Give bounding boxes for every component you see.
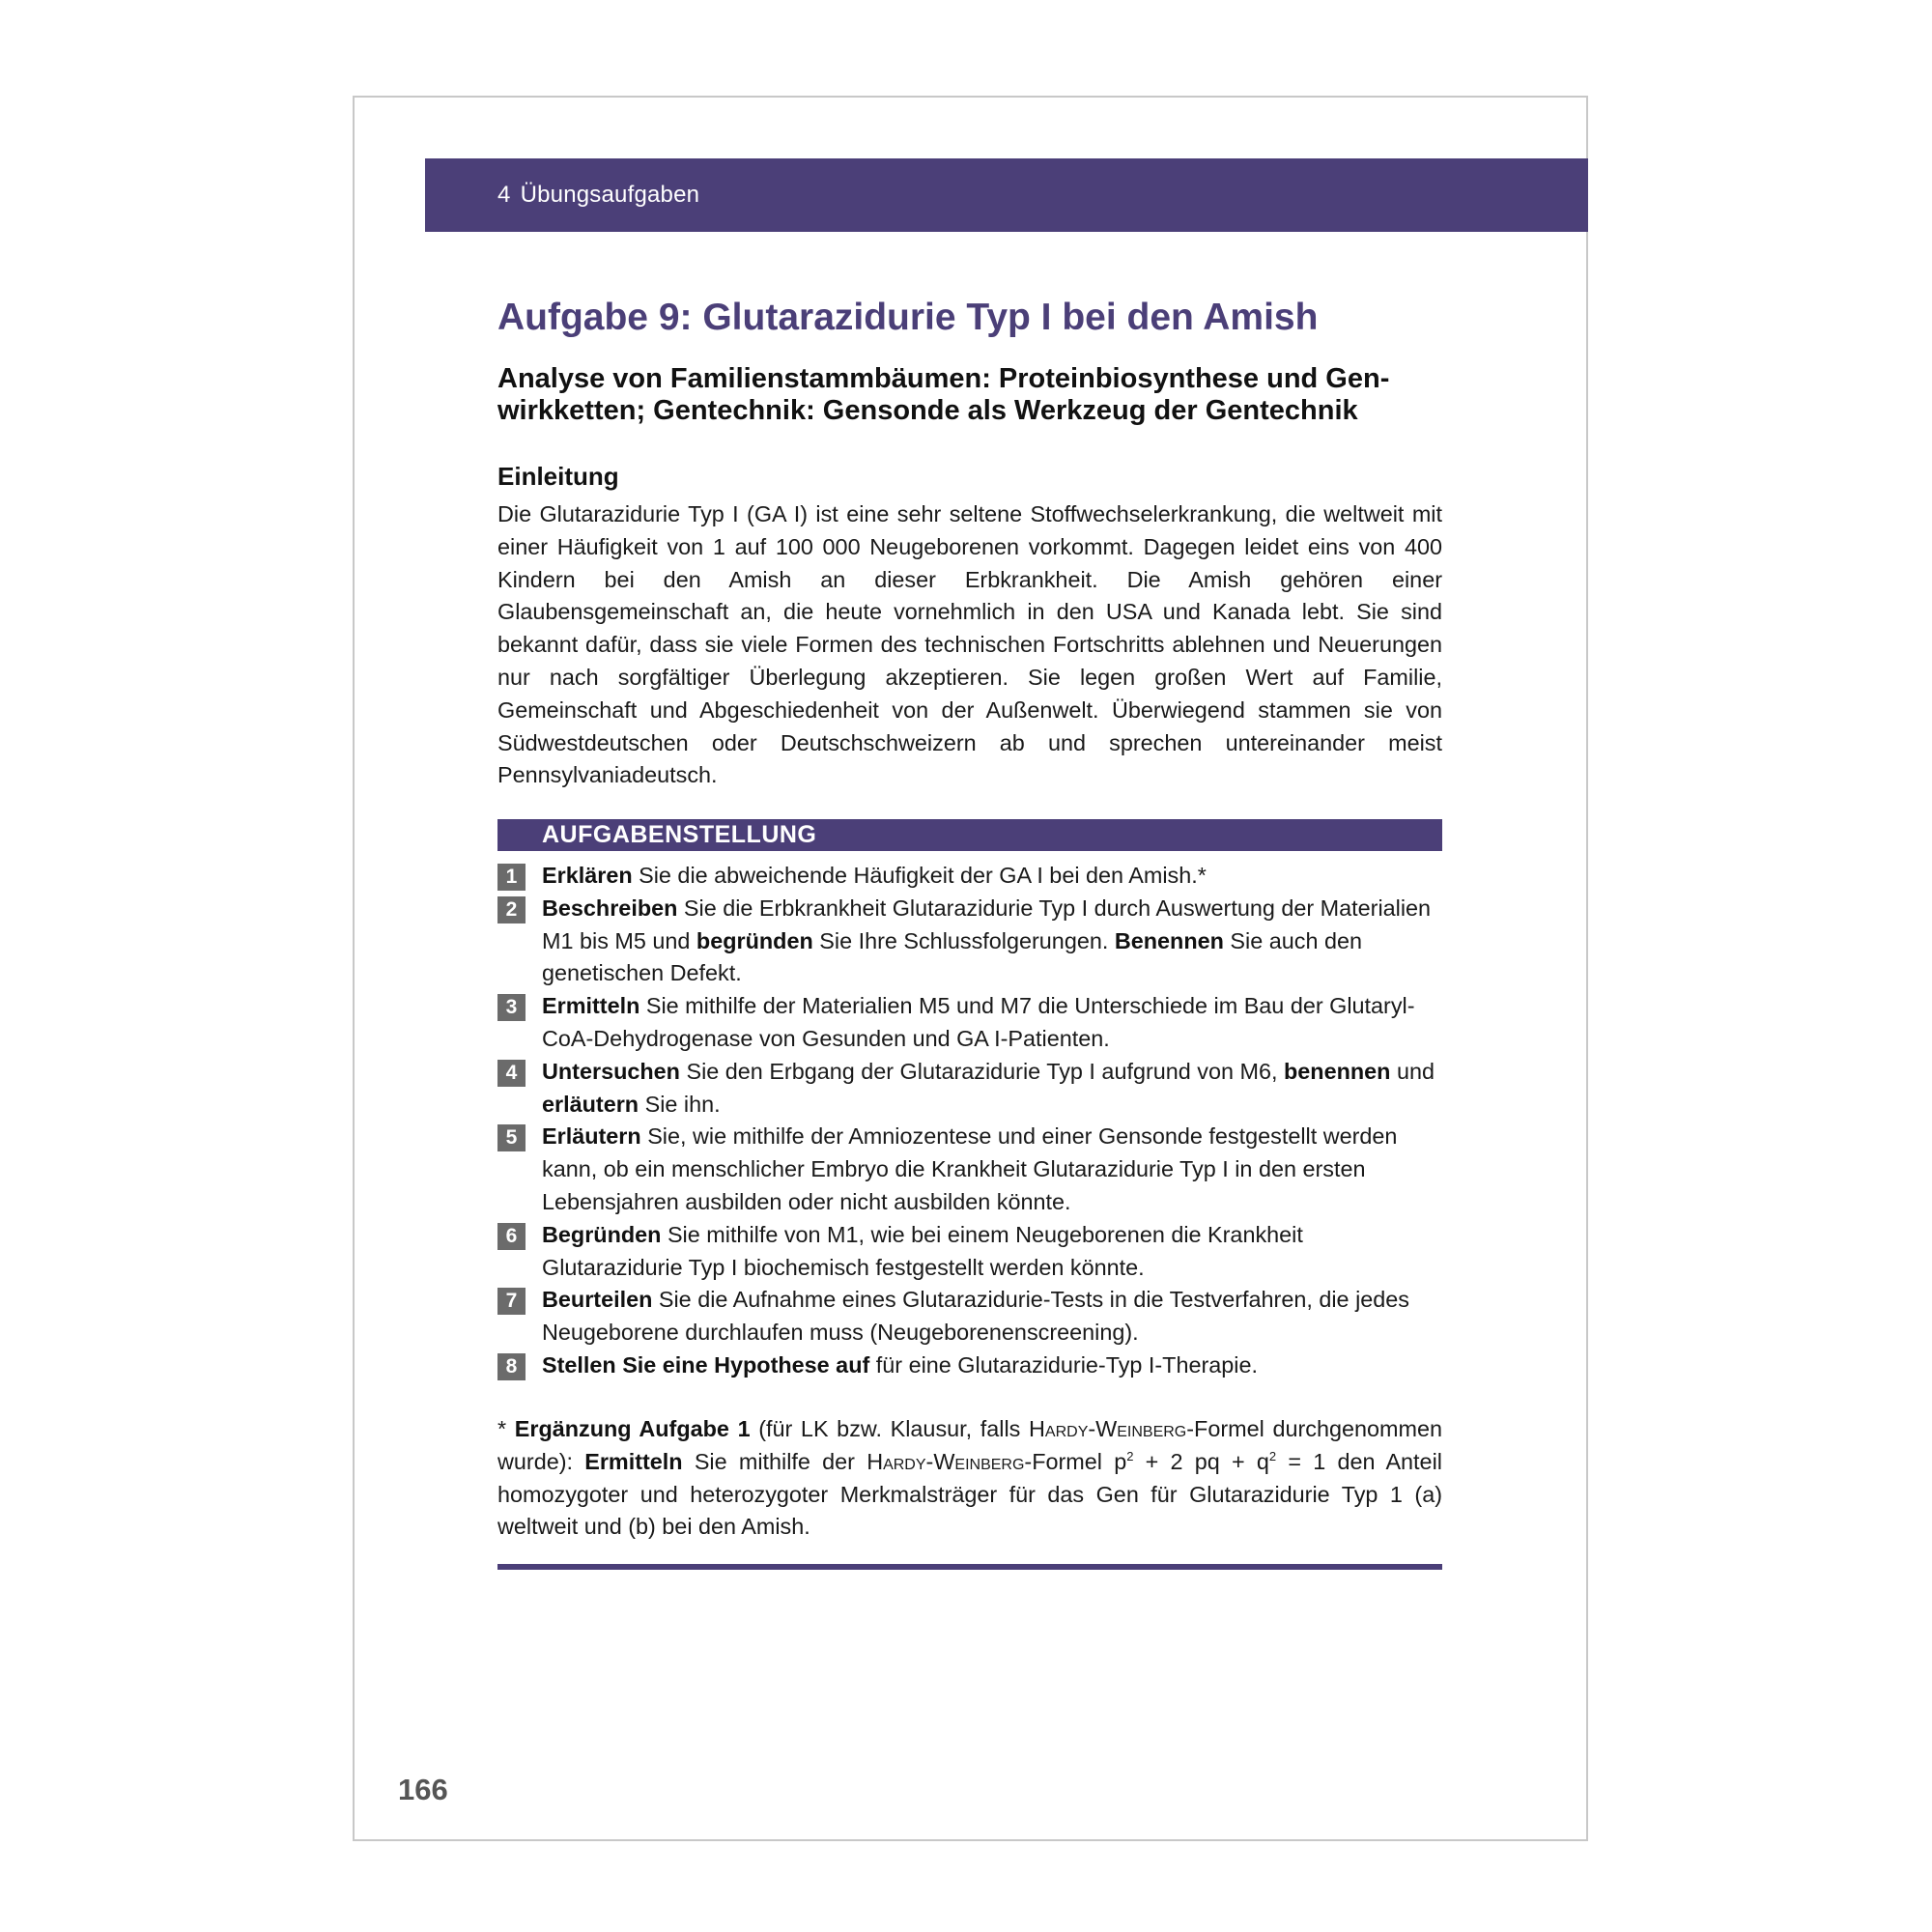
task-operator: Untersuchen bbox=[542, 1058, 680, 1084]
note-name-hardy-weinberg: Hardy-Weinberg bbox=[867, 1448, 1025, 1474]
task-text: Sie auch den genetischen Defekt. bbox=[542, 927, 1362, 986]
page-subtitle: Analyse von Familienstammbäumen: Proteinbiosynthese und Genwirkketten; Gentechnik: Gensonde als Werkzeug der Gentechnik bbox=[497, 363, 1390, 426]
task-operator: erläutern bbox=[542, 1091, 639, 1117]
chapter-number: 4 bbox=[497, 182, 511, 208]
page-number: 166 bbox=[398, 1773, 448, 1806]
note-star: * bbox=[497, 1416, 515, 1441]
task-item bbox=[497, 1219, 1442, 1285]
task-operator: Ermitteln bbox=[542, 993, 640, 1019]
task-item bbox=[497, 1350, 1442, 1382]
task-operator: begründen bbox=[696, 927, 813, 953]
task-item bbox=[497, 990, 1442, 1056]
task-item bbox=[497, 1284, 1442, 1350]
task-text: für eine Glutarazidurie-Typ I-Therapie. bbox=[869, 1351, 1258, 1378]
note-label-ermitteln: Ermitteln bbox=[584, 1448, 683, 1474]
page-title: Aufgabe 9: Glutarazidurie Typ I bei den Amish bbox=[497, 297, 1319, 338]
note-text: (für LK bzw. Klausur, falls bbox=[750, 1416, 1030, 1441]
task-text: Sie mithilfe von M1, wie bei einem Neugeborenen die Krankheit Glutarazidurie Typ I biochemisch festgestellt werden könnte. bbox=[542, 1221, 1303, 1280]
chapter-title: Übungsaufgaben bbox=[520, 182, 700, 208]
note-label-supplement: Ergänzung Aufgabe 1 bbox=[514, 1416, 751, 1441]
section-end-rule bbox=[497, 1564, 1442, 1570]
task-text: Sie ihn. bbox=[639, 1091, 721, 1117]
task-text: Sie den Erbgang der Glutarazidurie Typ I aufgrund von M6, bbox=[679, 1058, 1284, 1084]
task-item bbox=[497, 1056, 1442, 1122]
task-operator: Beurteilen bbox=[542, 1287, 653, 1313]
task-text: Sie mithilfe der Materialien M5 und M7 die Unterschiede im Bau der Glutaryl-CoA-Dehydrogenase von Gesunden und GA I-Patienten. bbox=[542, 993, 1415, 1051]
intro-heading: Einleitung bbox=[497, 462, 619, 491]
note-exponent: 2 bbox=[1126, 1448, 1134, 1463]
intro-paragraph: Die Glutarazidurie Typ I (GA I) ist eine sehr seltene Stoffwechselerkrankung, die weltweit mit einer Häufigkeit von 1 auf 100 000 Neugeborenen vorkommt. Dagegen leidet eins von 400 Kindern bei den Amish an dieser Erbkrankheit. Die Amish gehören einer Glaubensgemeinschaft an, die heute vornehmlich in den USA und Kanada lebt. Sie sind bekannt dafür, dass sie viele Formen des technischen Fortschritts ablehnen und Neuerungen nur nach sorgfältiger Überlegung akzeptieren. Sie legen großen Wert auf Familie, Gemeinschaft und Abgeschiedenheit von der Außenwelt. Überwiegend stammen sie von Südwestdeutschen oder Deutschschweizern ab und sprechen untereinander meist Pennsylvaniadeutsch. bbox=[497, 501, 1442, 788]
task-operator: Erläutern bbox=[542, 1123, 641, 1150]
task-list bbox=[497, 860, 1442, 1382]
task-operator: Begründen bbox=[542, 1221, 662, 1247]
task-number-badge: 5 bbox=[497, 1124, 526, 1151]
task-text: Sie, wie mithilfe der Amniozentese und einer Gensonde festgestellt werden kann, ob ein menschlicher Embryo die Krankheit Glutarazidurie Typ I in den ersten Lebensjahren ausbilden oder nicht ausbilden könnte. bbox=[542, 1123, 1398, 1214]
task-text: Sie Ihre Schlussfolgerungen. bbox=[812, 927, 1115, 953]
task-number-badge: 8 bbox=[497, 1353, 526, 1380]
chapter-header bbox=[497, 180, 699, 211]
task-item bbox=[497, 1121, 1442, 1218]
task-operator: Beschreiben bbox=[542, 895, 678, 921]
task-operator: Stellen Sie eine Hypothese auf bbox=[542, 1351, 870, 1378]
task-number-badge: 2 bbox=[497, 896, 526, 923]
task-item bbox=[497, 860, 1442, 893]
task-operator: Benennen bbox=[1114, 927, 1224, 953]
task-operator: benennen bbox=[1283, 1058, 1391, 1084]
note-text: -Formel durchgenommen wurde): bbox=[497, 1416, 1442, 1474]
note-text: + 2 pq + q bbox=[1133, 1448, 1269, 1474]
task-text: Sie die abweichende Häufigkeit der GA I bei den Amish.* bbox=[632, 863, 1207, 888]
task-item bbox=[497, 893, 1442, 990]
note-text: Sie mithilfe der bbox=[682, 1448, 867, 1474]
task-number-badge: 7 bbox=[497, 1288, 526, 1315]
note-exponent: 2 bbox=[1268, 1448, 1277, 1463]
task-heading: AUFGABENSTELLUNG bbox=[542, 821, 817, 848]
task-heading-bar bbox=[497, 819, 1442, 851]
task-operator: Erklären bbox=[542, 863, 633, 888]
note-text: -Formel p bbox=[1024, 1448, 1127, 1474]
note-name-hardy-weinberg: Hardy-Weinberg bbox=[1029, 1416, 1187, 1441]
task-text: und bbox=[1390, 1058, 1435, 1084]
task-number-badge: 4 bbox=[497, 1060, 526, 1087]
task-number-badge: 1 bbox=[497, 864, 526, 891]
task-number-badge: 3 bbox=[497, 994, 526, 1021]
task-text: Sie die Erbkrankheit Glutarazidurie Typ I durch Auswertung der Materialien M1 bis M5 und bbox=[542, 895, 1432, 953]
task-text: Sie die Aufnahme eines Glutarazidurie-Tests in die Testverfahren, die jedes Neugeborene durchlaufen muss (Neugeborenenscreening). bbox=[542, 1287, 1409, 1346]
supplement-note bbox=[497, 1413, 1442, 1544]
note-text: = 1 den Anteil homozygoter und heterozygoter Merkmalsträger für das Gen für Glutarazidurie Typ 1 (a) weltweit und (b) bei den Amish. bbox=[497, 1448, 1442, 1540]
task-number-badge: 6 bbox=[497, 1223, 526, 1250]
